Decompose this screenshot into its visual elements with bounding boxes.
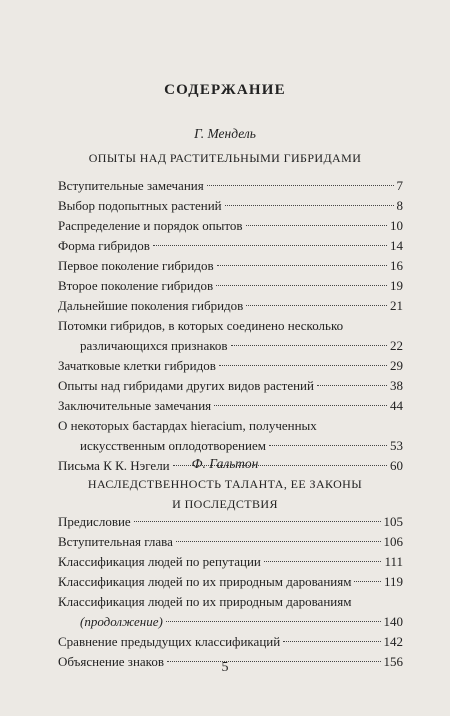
toc-entry-page: 142	[383, 634, 403, 649]
leader-dots	[317, 385, 387, 386]
toc-entry-label-continued: различающихся признаков	[80, 338, 228, 353]
toc-entry-label: Форма гибридов	[58, 238, 150, 253]
toc-entry[interactable]	[58, 236, 403, 256]
toc-entry-page: 140	[383, 614, 403, 629]
toc-entry[interactable]	[58, 176, 403, 196]
toc-entry-page: 105	[383, 514, 403, 529]
toc-entry-label: Классификация людей по репутации	[58, 554, 261, 569]
toc-entry-label-continued: (продолжение)	[80, 614, 163, 629]
toc-entry-label: Классификация людей по их природным дарованиям	[58, 574, 352, 589]
toc-entry-page: 8	[396, 198, 403, 213]
leader-dots	[207, 185, 394, 186]
leader-dots	[246, 305, 387, 306]
work-title-line: НАСЛЕДСТВЕННОСТЬ ТАЛАНТА, ЕЕ ЗАКОНЫ	[87, 477, 363, 491]
section-work-title	[60, 474, 390, 514]
toc-list	[58, 176, 403, 476]
toc-entry-label: Объяснение знаков	[58, 654, 164, 669]
toc-entry[interactable]	[58, 572, 403, 592]
toc-entry-label: Первое поколение гибридов	[58, 258, 214, 273]
toc-entry-label: Опыты над гибридами других видов растений	[58, 378, 314, 393]
toc-entry-label: Выбор подопытных растений	[58, 198, 222, 213]
toc-entry-label: Распределение и порядок опытов	[58, 218, 243, 233]
toc-entry-label: Вступительная глава	[58, 534, 173, 549]
toc-entry-page: 111	[384, 554, 403, 569]
toc-entry[interactable]	[58, 296, 403, 316]
page-title: СОДЕРЖАНИЕ	[164, 82, 286, 98]
toc-entry-page: 29	[390, 358, 403, 373]
toc-entry-page: 44	[390, 398, 403, 413]
toc-entry-label: Предисловие	[58, 514, 131, 529]
toc-entry-label: Вступительные замечания	[58, 178, 204, 193]
leader-dots	[216, 285, 387, 286]
toc-entry[interactable]	[58, 512, 403, 532]
toc-entry-page: 10	[390, 218, 403, 233]
toc-entry-label: Дальнейшие поколения гибридов	[58, 298, 244, 313]
leader-dots	[153, 245, 387, 246]
toc-entry[interactable]	[58, 216, 403, 236]
toc-entry-page: 19	[390, 278, 403, 293]
toc-entry[interactable]	[58, 396, 403, 416]
toc-entry[interactable]	[58, 316, 403, 356]
section-work-title	[60, 148, 390, 168]
page-number: 5	[221, 660, 229, 675]
toc-entry-page: 53	[390, 438, 403, 453]
toc-entry[interactable]	[58, 532, 403, 552]
toc-entry[interactable]	[58, 196, 403, 216]
toc-entry[interactable]	[58, 552, 403, 572]
leader-dots	[214, 405, 387, 406]
work-title-line: И ПОСЛЕДСТВИЯ	[172, 497, 278, 511]
toc-entry-page: 22	[390, 338, 403, 353]
leader-dots	[269, 445, 387, 446]
toc-entry-label: Сравнение предыдущих классификаций	[58, 634, 281, 649]
toc-list	[58, 512, 403, 672]
leader-dots	[219, 365, 387, 366]
toc-entry-page: 106	[383, 534, 403, 549]
toc-entry[interactable]	[58, 256, 403, 276]
toc-entry-label: Письма К К. Нэгели	[58, 458, 170, 473]
toc-entry[interactable]	[58, 376, 403, 396]
toc-entry[interactable]	[58, 632, 403, 652]
toc-entry-label: Зачатковые клетки гибридов	[58, 358, 216, 373]
work-title-line: ОПЫТЫ НАД РАСТИТЕЛЬНЫМИ ГИБРИДАМИ	[88, 151, 362, 165]
toc-entry[interactable]	[58, 356, 403, 376]
toc-entry-label: Потомки гибридов, в которых соединено несколько	[58, 318, 344, 333]
toc-entry-page: 7	[396, 178, 403, 193]
toc-entry-label: Заключительные замечания	[58, 398, 212, 413]
toc-entry-label-continued: искусственным оплодотворением	[80, 438, 266, 453]
leader-dots	[264, 561, 382, 562]
leader-dots	[166, 621, 381, 622]
toc-entry-page: 38	[390, 378, 403, 393]
toc-entry[interactable]	[58, 276, 403, 296]
leader-dots	[225, 205, 394, 206]
section-author: Г. Мендель	[194, 126, 256, 141]
toc-entry-label: Классификация людей по их природным дарованиям	[58, 594, 352, 609]
leader-dots	[231, 345, 387, 346]
toc-entry-page: 16	[390, 258, 403, 273]
toc-entry-page: 21	[390, 298, 403, 313]
toc-entry[interactable]	[58, 592, 403, 632]
toc-entry-page: 156	[383, 654, 403, 669]
toc-entry-page: 14	[390, 238, 403, 253]
leader-dots	[134, 521, 381, 522]
leader-dots	[176, 541, 381, 542]
toc-entry-page: 119	[383, 574, 403, 589]
leader-dots	[283, 641, 380, 642]
toc-entry[interactable]	[58, 416, 403, 456]
toc-entry-label: О некоторых бастардах hieracium, полученных	[58, 418, 317, 433]
toc-entry-label: Второе поколение гибридов	[58, 278, 214, 293]
section-author: Ф. Гальтон	[191, 456, 259, 471]
leader-dots	[246, 225, 387, 226]
toc-entry-page: 60	[390, 458, 403, 473]
leader-dots	[217, 265, 387, 266]
leader-dots	[354, 581, 381, 582]
